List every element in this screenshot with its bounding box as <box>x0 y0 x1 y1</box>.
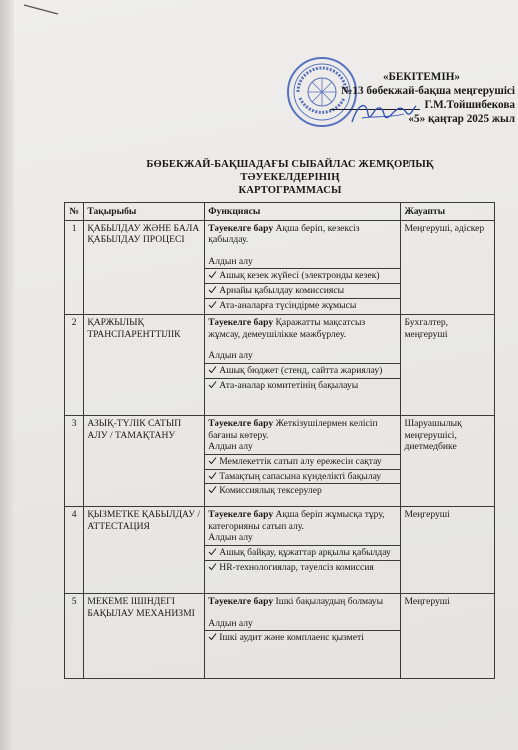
prevention-text: Ата-аналар комитетінің бақылауы <box>219 379 359 391</box>
header-function: Функциясы <box>205 203 401 221</box>
prevention-text: Мемлекеттік сатып алу ережесін сақтау <box>219 455 382 467</box>
handwritten-signature <box>348 96 418 130</box>
row-topic: ҚАБЫЛДАУ ЖӘНЕ БАЛА ҚАБЫЛДАУ ПРОЦЕСІ <box>84 220 205 315</box>
prevention-text: Ашық байқау, құжаттар арқылы қабылдау <box>219 546 391 558</box>
risk-description: Ақша беріп, кезексіз қабылдау. <box>208 222 360 246</box>
prevention-item <box>205 483 400 498</box>
prevention-text: Арнайы қабылдау комиссиясы <box>219 284 345 296</box>
checkmark-icon <box>208 471 217 480</box>
prevention-item <box>205 560 400 575</box>
prevention-text: Ашық бюджет (стенд, сайтта жариялау) <box>219 364 383 376</box>
row-function <box>205 594 401 679</box>
approval-date: «5» қаңтар 2025 жыл <box>408 113 515 125</box>
risk-description: Ақша беріп жұмысқа тұру, категорияны сатып алу. <box>208 509 385 532</box>
row-function <box>205 507 401 594</box>
document-title-line-1: БӨБЕКЖАЙ-БАҚШАДАҒЫ СЫБАЙЛАС ЖЕМҚОРЛЫҚ ТӘУЕКЕЛДЕРІНІҢ <box>146 159 434 183</box>
risk-text <box>208 509 397 532</box>
risk-label: Тәуекелге бару <box>208 222 274 234</box>
prevention-item <box>205 283 400 298</box>
row-number: 1 <box>65 220 84 315</box>
prevention-item <box>205 298 400 313</box>
pen-mark <box>22 2 60 16</box>
prevention-text: Ата-аналарға түсіндірме жұмысы <box>219 299 357 311</box>
row-topic: АЗЫҚ-ТҮЛІК САТЫП АЛУ / ТАМАҚТАНУ <box>84 416 205 507</box>
risk-description: Қаражатты мақсатсыз жұмсау, демеушілікке мәжбүрлеу. <box>208 317 366 340</box>
risk-label: Тәуекелге бару <box>208 596 274 608</box>
row-number: 4 <box>65 507 84 594</box>
risk-label: Тәуекелге бару <box>208 317 274 329</box>
prevention-item <box>205 454 400 469</box>
prevention-item <box>205 630 400 645</box>
prevention-label: Алдын алу <box>208 532 253 544</box>
table-row <box>65 416 495 507</box>
prevention-text: Тамақтың сапасына күнделікті бақылау <box>219 470 382 482</box>
table-row <box>65 507 495 594</box>
row-function <box>205 220 401 315</box>
row-topic: ҚАРЖЫЛЫҚ ТРАНСПАРЕНТТІЛІК <box>84 315 205 416</box>
checkmark-icon <box>208 300 217 309</box>
document-title <box>100 158 480 197</box>
table-row <box>65 315 495 416</box>
risk-text <box>208 317 397 340</box>
row-number: 2 <box>65 315 84 416</box>
header-responsible: Жауапты <box>401 203 495 221</box>
prevention-item <box>205 378 400 393</box>
table-header-row <box>65 203 495 221</box>
risk-cartogram-table <box>64 202 495 679</box>
approval-head: №13 бөбекжай-бақша меңгерушісі <box>341 85 515 97</box>
checkmark-icon <box>208 485 217 494</box>
row-responsible: Меңгеруші <box>401 594 495 679</box>
document-title-line-2: КАРТОГРАММАСЫ <box>238 185 342 196</box>
row-responsible: Меңгеруші <box>401 507 495 594</box>
row-responsible: Бухгалтер, меңгеруші <box>401 315 495 416</box>
prevention-label: Алдын алу <box>208 441 253 453</box>
checkmark-icon <box>208 380 217 389</box>
prevention-item <box>205 363 400 378</box>
prevention-item <box>205 469 400 484</box>
risk-text <box>208 596 397 608</box>
checkmark-icon <box>208 547 217 556</box>
row-number: 5 <box>65 594 84 679</box>
approval-title: «БЕКІТЕМІН» <box>382 71 460 83</box>
header-topic: Тақырыбы <box>84 203 205 221</box>
prevention-item <box>205 545 400 560</box>
checkmark-icon <box>208 456 217 465</box>
prevention-item <box>205 268 400 283</box>
risk-description: Ішкі бақылаудың болмауы <box>275 596 384 608</box>
prevention-label: Алдын алу <box>208 255 253 267</box>
prevention-text: HR-технологиялар, тәуелсіз комиссия <box>219 561 374 573</box>
risk-description: Жеткізушілермен келісіп бағаны көтеру. <box>208 418 378 441</box>
checkmark-icon <box>208 632 217 641</box>
prevention-text: Комиссиялық тексерулер <box>219 485 322 497</box>
risk-label: Тәуекелге бару <box>208 418 274 430</box>
table-row <box>65 594 495 679</box>
row-function <box>205 315 401 416</box>
risk-text <box>208 418 397 441</box>
prevention-text: Ішкі аудит және комплаенс қызметі <box>219 632 364 644</box>
prevention-text: Ашық кезек жүйесі (электронды кезек) <box>219 270 380 282</box>
row-function <box>205 416 401 507</box>
row-responsible: Шаруашылық меңгерушісі, диетмедбике <box>401 416 495 507</box>
prevention-label: Алдын алу <box>208 617 253 629</box>
row-topic: ҚЫЗМЕТКЕ ҚАБЫЛДАУ / АТТЕСТАЦИЯ <box>84 507 205 594</box>
header-number: № <box>65 203 84 221</box>
paper-edge <box>0 0 14 750</box>
row-number: 3 <box>65 416 84 507</box>
table-row <box>65 220 495 315</box>
risk-label: Тәуекелге бару <box>208 509 274 521</box>
row-responsible: Меңгеруші, әдіскер <box>401 220 495 315</box>
prevention-label: Алдын алу <box>208 350 253 362</box>
checkmark-icon <box>208 562 217 571</box>
checkmark-icon <box>208 365 217 374</box>
checkmark-icon <box>208 270 217 279</box>
checkmark-icon <box>208 285 217 294</box>
row-topic: МЕКЕМЕ ІШІНДЕГІ БАҚЫЛАУ МЕХАНИЗМІ <box>84 594 205 679</box>
approval-signature-text: Г.М.Тойшибекова <box>424 99 515 111</box>
risk-text <box>208 223 397 246</box>
